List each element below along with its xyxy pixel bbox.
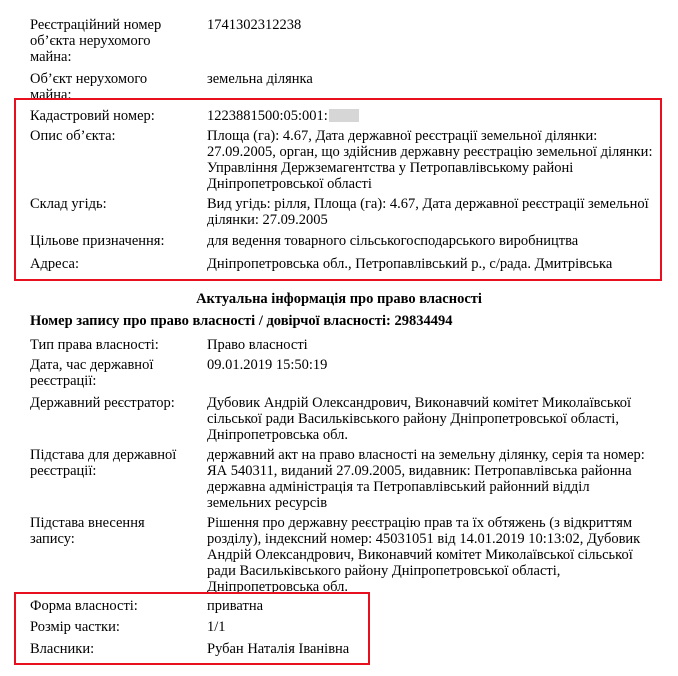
reg-datetime-label: Дата, час державної реєстрації: bbox=[30, 357, 154, 389]
basis-value: державний акт на право власності на земельну ділянку, серія та номер: ЯА 540311, виданий 27.09.2005, видавник: Петропавлівська районна державна адміністрація та Петропавлівський районний відділ земельних ресурсів bbox=[207, 447, 645, 511]
land-composition-value: Вид угідь: рілля, Площа (га): 4.67, Дата державної реєстрації земельної ділянки: 27.09.2005 bbox=[207, 196, 649, 228]
registrar-value: Дубовик Андрій Олександрович, Виконавчий комітет Миколаївської сільської ради Васильківського району Дніпропетровської області, Дніпропетровська обл. bbox=[207, 395, 632, 443]
basis-label: Підстава для державної реєстрації: bbox=[30, 447, 177, 479]
right-type-value: Право власності bbox=[207, 337, 308, 353]
section-title: Актуальна інформація про право власності bbox=[196, 291, 482, 307]
address-value: Дніпропетровська обл., Петропавлівський р., с/рада. Дмитрівська bbox=[207, 256, 613, 272]
cadastral-value bbox=[207, 108, 657, 124]
reg-number-label: Реєстраційний номер об’єкта нерухомого майна: bbox=[30, 17, 162, 65]
purpose-label: Цільове призначення: bbox=[30, 233, 165, 249]
owners-value: Рубан Наталія Іванівна bbox=[207, 641, 350, 657]
record-heading: Номер запису про право власності / довірчої власності: 29834494 bbox=[30, 313, 453, 329]
ownership-form-label: Форма власності: bbox=[30, 598, 138, 614]
entry-basis-label: Підстава внесення запису: bbox=[30, 515, 145, 547]
reg-datetime-value: 09.01.2019 15:50:19 bbox=[207, 357, 328, 373]
cadastral-label: Кадастровий номер: bbox=[30, 108, 155, 124]
address-label: Адреса: bbox=[30, 256, 79, 272]
right-type-label: Тип права власності: bbox=[30, 337, 159, 353]
land-composition-label: Склад угідь: bbox=[30, 196, 107, 212]
owners-label: Власники: bbox=[30, 641, 95, 657]
object-label: Об’єкт нерухомого майна: bbox=[30, 71, 148, 103]
reg-number-value: 1741302312238 bbox=[207, 17, 302, 33]
description-value: Площа (га): 4.67, Дата державної реєстрації земельної ділянки: 27.09.2005, орган, що здійснив державну реєстрацію земельної ділянки: Управління Держземагентства у Петропавлівському районі Дніпропетровської області bbox=[207, 128, 653, 192]
object-value: земельна ділянка bbox=[207, 71, 313, 87]
description-label: Опис об’єкта: bbox=[30, 128, 116, 144]
purpose-value: для ведення товарного сільськогосподарського виробництва bbox=[207, 233, 579, 249]
redaction-mask bbox=[329, 109, 359, 122]
share-label: Розмір частки: bbox=[30, 619, 120, 635]
cadastral-number: 1223881500:05:001: bbox=[207, 108, 328, 124]
entry-basis-value: Рішення про державну реєстрацію прав та їх обтяжень (з відкриттям розділу), індексний номер: 45031051 від 14.01.2019 10:13:02, Дубовик Андрій Олександрович, Виконавчий комітет Миколаївської сільської ради Васильківського району Дніпропетровської області, Дніпропетровська обл. bbox=[207, 515, 641, 595]
share-value: 1/1 bbox=[207, 619, 226, 635]
registrar-label: Державний реєстратор: bbox=[30, 395, 175, 411]
ownership-form-value: приватна bbox=[207, 598, 264, 614]
